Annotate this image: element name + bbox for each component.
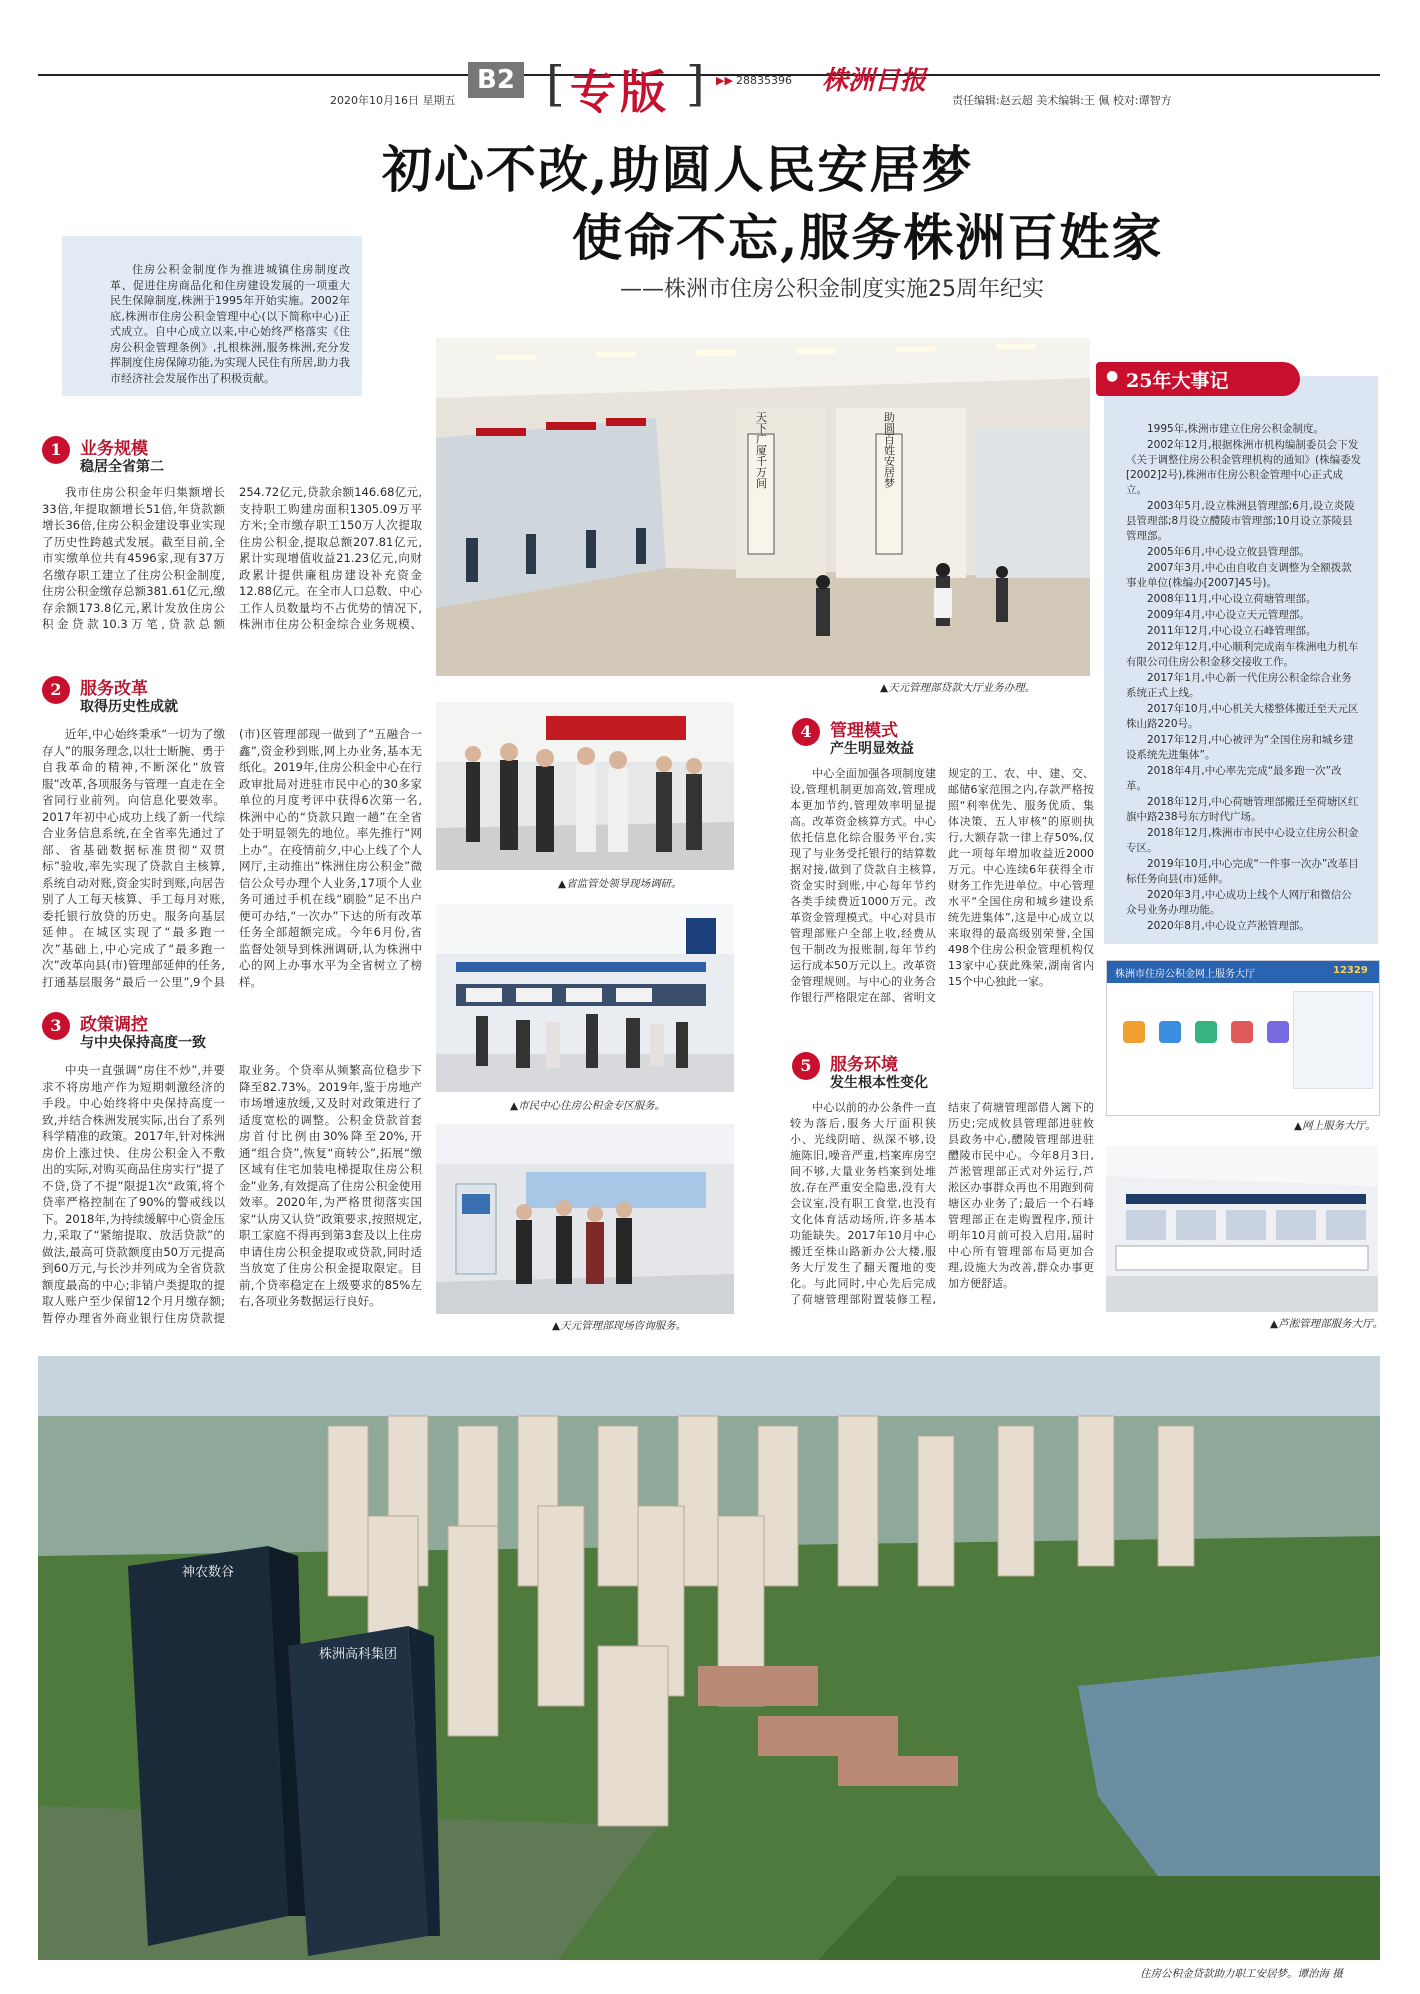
- section-4-title: 管理模式: [830, 721, 898, 741]
- caption-inspection-visit: ▲省监管处领导现场调研。: [558, 878, 682, 890]
- section-5-subtitle: 发生根本性变化: [830, 1075, 928, 1091]
- paper-logo: 株洲日报: [822, 66, 927, 96]
- online-hall-icon-2: [1159, 1021, 1181, 1043]
- building-sign-right: 株洲高科集团: [318, 1647, 398, 1662]
- photo-online-hall: [1106, 960, 1380, 1116]
- timeline-item: 2020年8月,中心设立芦淞管理部。: [1147, 920, 1310, 932]
- headline-line1: 初心不改,助圆人民安居梦: [382, 140, 974, 199]
- section-2-title: 服务改革: [80, 679, 148, 699]
- phone-number: 28835396: [736, 74, 792, 87]
- photo-loan-hall: [436, 338, 1090, 676]
- date-line: 2020年10月16日 星期五: [330, 94, 456, 107]
- timeline-item: 2017年10月,中心机关大楼整体搬迁至天元区株山路220号。: [1126, 703, 1359, 730]
- intro-text: 住房公积金制度作为推进城镇住房制度改革、促进住房商品化和住房建设发展的一项重大民生保障制度,株洲于1995年开始实施。2002年底,株洲市住房公积金管理中心(以下简称中心)正式成立。自中心成立以来,中心始终严格落实《住房公积金管理条例》,扎根株洲,服务株洲,充分发挥制度住房保障功能,为实现人民住有所居,助力我市经济社会发展作出了积极贡献。: [110, 263, 350, 385]
- caption-lusong-hall: ▲芦淞管理部服务大厅。: [1270, 1318, 1384, 1330]
- timeline-item: 2008年11月,中心设立荷塘管理部。: [1147, 593, 1317, 605]
- online-hall-banner-text: 株洲市住房公积金网上服务大厅: [1115, 969, 1255, 980]
- timeline-bullet-icon: ●: [1106, 368, 1119, 384]
- section-3-title: 政策调控: [80, 1015, 148, 1035]
- caption-citizen-center: ▲市民中心住房公积金专区服务。: [510, 1100, 666, 1112]
- page-code: B2: [468, 62, 524, 98]
- timeline-item: 2011年12月,中心设立石峰管理部。: [1147, 625, 1317, 637]
- online-hall-hotline: 12329: [1333, 965, 1368, 976]
- left-scroll-text: 天下广厦千万间: [754, 411, 768, 489]
- right-scroll-text: 助圆百姓安居梦: [882, 411, 896, 489]
- online-hall-icon-4: [1231, 1021, 1253, 1043]
- editors-line: 责任编辑:赵云超 美术编辑:王 佩 校对:谭智方: [952, 94, 1172, 107]
- timeline-item: 2005年6月,中心设立攸县管理部。: [1147, 546, 1310, 558]
- timeline-item: 2002年12月,根据株洲市机构编制委员会下发《关于调整住房公积金管理机构的通知》(株编委发[2002]2号),株洲市住房公积金管理中心正式成立。: [1126, 439, 1362, 496]
- building-sign-left: 神农数谷: [181, 1565, 235, 1580]
- section-2-subtitle: 取得历史性成就: [80, 699, 178, 715]
- section-5-title: 服务环境: [830, 1055, 898, 1075]
- section-bracket-left: [: [546, 56, 565, 112]
- online-hall-icon-5: [1267, 1021, 1289, 1043]
- section-1-subtitle: 稳居全省第二: [80, 459, 164, 475]
- section-1-title: 业务规模: [80, 439, 148, 459]
- timeline-item: 2012年12月,中心顺利完成南车株洲电力机车有限公司住房公积金移交接收工作。: [1126, 641, 1359, 668]
- caption-loan-hall: ▲天元管理部贷款大厅业务办理。: [880, 682, 1036, 694]
- section-3-text: 中央一直强调“房住不炒”,并要求不将房地产作为短期刺激经济的手段。中心始终将中央保持高度一致,并结合株洲发展实际,出台了系列科学精准的政策。2017年,针对株洲房价上涨过快、住房公积金入不敷出的实际,对购买商品住房实行“提了不贷,贷了不提”限提1次“政策,将个贷率严格控制在了90%的警戒线以下。2018年,为持续缓解中心资金压力,采取了“紧缩提取、放活贷款”的做法,最高可贷款额度由50万元提高到60万元,与长沙并列成为全省贷款额度最高的中心;非销户类提取的提取人账户至少保留12个月月缴存额;暂停办理省外商业银行住房贷款提取业务。个贷率从频繁高位稳步下降至82.73%。2019年,鉴于房地产市场增速放缓,又及时对政策进行了适度宽松的调整。公积金贷款首套房首付比例由30%降至20%,开通“组合贷”,恢复“商转公”,拓展“缴区域有住宅加装电梯提取住房公积金”业务,有效提高了住房公积金使用效率。2020年,为严格贯彻落实国家“认房又认贷”政策要求,按照规定,职工家庭不得再到第3套及以上住房申请住房公积金提取或贷款,同时适当放宽了住房公积金提取限定。目前,个贷率稳定在上级要求的85%左右,各项业务数据运行良好。: [42, 1063, 422, 1325]
- timeline-title: 25年大事记: [1126, 370, 1229, 392]
- timeline-item: 2018年12月,中心荷塘管理部搬迁至荷塘区红旗中路238号东方时代广场。: [1126, 796, 1359, 823]
- photo-citizen-center: [436, 904, 734, 1092]
- section-4-text: 中心全面加强各项制度建设,管理机制更加高效,管理成本更加节约,管理效率明显提高。改革资金核算方式。中心依托信息化综合服务平台,实现了与业务受托银行的结算数据对接,做到了贷款自主核算,资金实时到账,中心每年节约各类手续费近1000万元。改革资金管理模式。中心对县市管理部账户全部上收,经费从包干制改为报账制,每年节约运行成本50万元以上。改革资金管理规则。与中心的业务合作银行严格限定在部、省明文规定的工、农、中、建、交、邮储6家范围之内,存款严格按照“利率优先、服务优质、集体决策、五人审核”的原则执行,大额存款一律上存50%,仅此一项每年增加收益近2000万元。中心连续6年获得全市财务工作先进单位。中心管理水平“全国住房和城乡建设系统先进集体”,这是中心成立以来取得的最高级别荣誉,全国498个住房公积金管理机构仅13家中心获此殊荣,湖南省内15个中心独此一家。: [790, 767, 1094, 1004]
- timeline-item: 2009年4月,中心设立天元管理部。: [1147, 609, 1310, 621]
- caption-aerial: 住房公积金贷款助力职工安居梦。谭治海 摄: [1140, 1968, 1343, 1980]
- timeline-item: 2018年12月,株洲市市民中心设立住房公积金专区。: [1126, 827, 1359, 854]
- section-4-badge: 4: [792, 718, 820, 746]
- section-bracket-right: ]: [686, 56, 705, 112]
- phone-arrow-icon: ▶▶: [716, 74, 733, 87]
- timeline-item: 1995年,株洲市建立住房公积金制度。: [1147, 423, 1325, 435]
- online-hall-icon-3: [1195, 1021, 1217, 1043]
- caption-online-hall: ▲网上服务大厅。: [1294, 1120, 1376, 1132]
- section-title: 专版: [570, 65, 670, 119]
- section-1-text: 我市住房公积金年归集额增长33倍,年提取额增长51倍,年贷款额增长36倍,住房公积金建设事业实现了历史性跨越式发展。截至目前,全市实缴单位共有4596家,现有37万名缴存职工建立了住房公积金制度,住房公积金缴存总额381.61亿元,缴存余额173.8亿元,累计发放住房公积金贷款10.3万笔,贷款总额254.72亿元,贷款余额146.68亿元,支持职工购建房面积1305.09万平方米;全市缴存职工150万人次提取住房公积金,提取总额207.81亿元,累计实现增值收益21.23亿元,向财政累计提供廉租房建设补充资金12.88亿元。在全市人口总数、中心工作人员数量均不占优势的情况下,株洲市住房公积金综合业务规模、: [42, 485, 422, 631]
- section-5-text: 中心以前的办公条件一直较为落后,服务大厅面积狭小、光线阴暗、纵深不够,设施陈旧,噪音严重,档案库房空间不够,大量业务档案到处堆放,存在严重安全隐患,没有大会议室,没有职工食堂,也没有文化体育活动场所,许多基本功能缺失。2017年10月中心搬迁至株山路新办公大楼,服务大厅发生了翻天覆地的变化。与此同时,中心先后完成了荷塘管理部附置装修工程,结束了荷塘管理部借人篱下的历史;完成攸县管理部进驻攸县政务中心,醴陵管理部进驻醴陵市民中心。今年8月3日,芦淞管理部正式对外运行,芦淞区办事群众再也不用跑到荷塘区办业务了;最后一个石峰管理部正在走购置程序,预计明年10月前可投入启用,届时中心所有管理部布局更加合理,设施大为改善,群众办事更加方便舒适。: [790, 1101, 1094, 1306]
- photo-lusong-hall: [1106, 1146, 1378, 1312]
- timeline-item: 2007年3月,中心由自收自支调整为全额拨款事业单位(株编办[2007]45号)。: [1126, 562, 1352, 589]
- headline-line2: 使命不忘,服务株洲百姓家: [572, 208, 1164, 267]
- header-rule: [38, 74, 1380, 76]
- section-3-subtitle: 与中央保持高度一致: [80, 1035, 206, 1051]
- section-2-badge: 2: [42, 676, 70, 704]
- timeline-item: 2017年12月,中心被评为“全国住房和城乡建设系统先进集体”。: [1126, 734, 1354, 761]
- section-5-badge: 5: [792, 1052, 820, 1080]
- timeline-item: 2017年1月,中心新一代住房公积金综合业务系统正式上线。: [1126, 672, 1352, 699]
- section-3-badge: 3: [42, 1012, 70, 1040]
- timeline-list: [1126, 422, 1362, 935]
- photo-inspection-visit: [436, 702, 734, 870]
- section-1-badge: 1: [42, 436, 70, 464]
- online-hall-icon-1: [1123, 1021, 1145, 1043]
- online-hall-side-panel: [1293, 991, 1373, 1089]
- timeline-item: 2018年4月,中心率先完成“最多跑一次”改革。: [1126, 765, 1342, 792]
- caption-consult-service: ▲天元管理部现场咨询服务。: [552, 1320, 687, 1332]
- photo-consult-service: [436, 1124, 734, 1314]
- section-2-text: 近年,中心始终秉承“一切为了缴存人”的服务理念,以壮士断腕、勇于自我革命的精神,不断深化“放管服”改革,各项服务与管理一直走在全省同行业前列。向信息化要效率。2017年初中心成功上线了新一代综合业务信息系统,在全省率先通过了部、省基础数据标准贯彻“双贯标”验收,率先实现了贷款自主核算,系统自动对账,资金实时到账,向居告别了人工每天核算、手工每月对账,委托银行放贷的历史。服务向基层延伸。在城区实现了“最多跑一次”基础上,中心完成了“最多跑一次”改革向县(市)管理部延伸的任务,打通基层服务“最后一公里”,9个县(市)区管理部现一做到了“五融合一鑫”,资金秒到账,网上办业务,基本无纸化。2019年,住房公积金中心在行政审批局对进驻市民中心的30多家单位的月度考评中获得6次第一名,株洲中心的“贷款只跑一趟”在全省处于明显领先的地位。率先推行“网上办”。在疫情前夕,中心上线了个人网厅,主动推出“株洲住房公积金”微信公众号办理个人业务,17项个人业务可通过手机在线“刷脸”足不出户便可办结,“一次办”下达的所有改革任务全部超额完成。今年6月份,省监督处领导到株洲调研,认为株洲中心的网上办事水平为全省树立了榜样。: [42, 727, 422, 989]
- timeline-item: 2020年3月,中心成功上线个人网厅和微信公众号业务办理功能。: [1126, 889, 1352, 916]
- section-4-subtitle: 产生明显效益: [830, 741, 914, 757]
- photo-aerial-city: [38, 1356, 1380, 1960]
- timeline-item: 2003年5月,设立株洲县管理部;6月,设立炎陵县管理部;8月设立醴陵市管理部;10月设立茶陵县管理部。: [1126, 500, 1355, 542]
- headline-subtitle: ——株洲市住房公积金制度实施25周年纪实: [620, 277, 1044, 302]
- timeline-item: 2019年10月,中心完成“一件事一次办”改革目标任务向县(市)延伸。: [1126, 858, 1359, 885]
